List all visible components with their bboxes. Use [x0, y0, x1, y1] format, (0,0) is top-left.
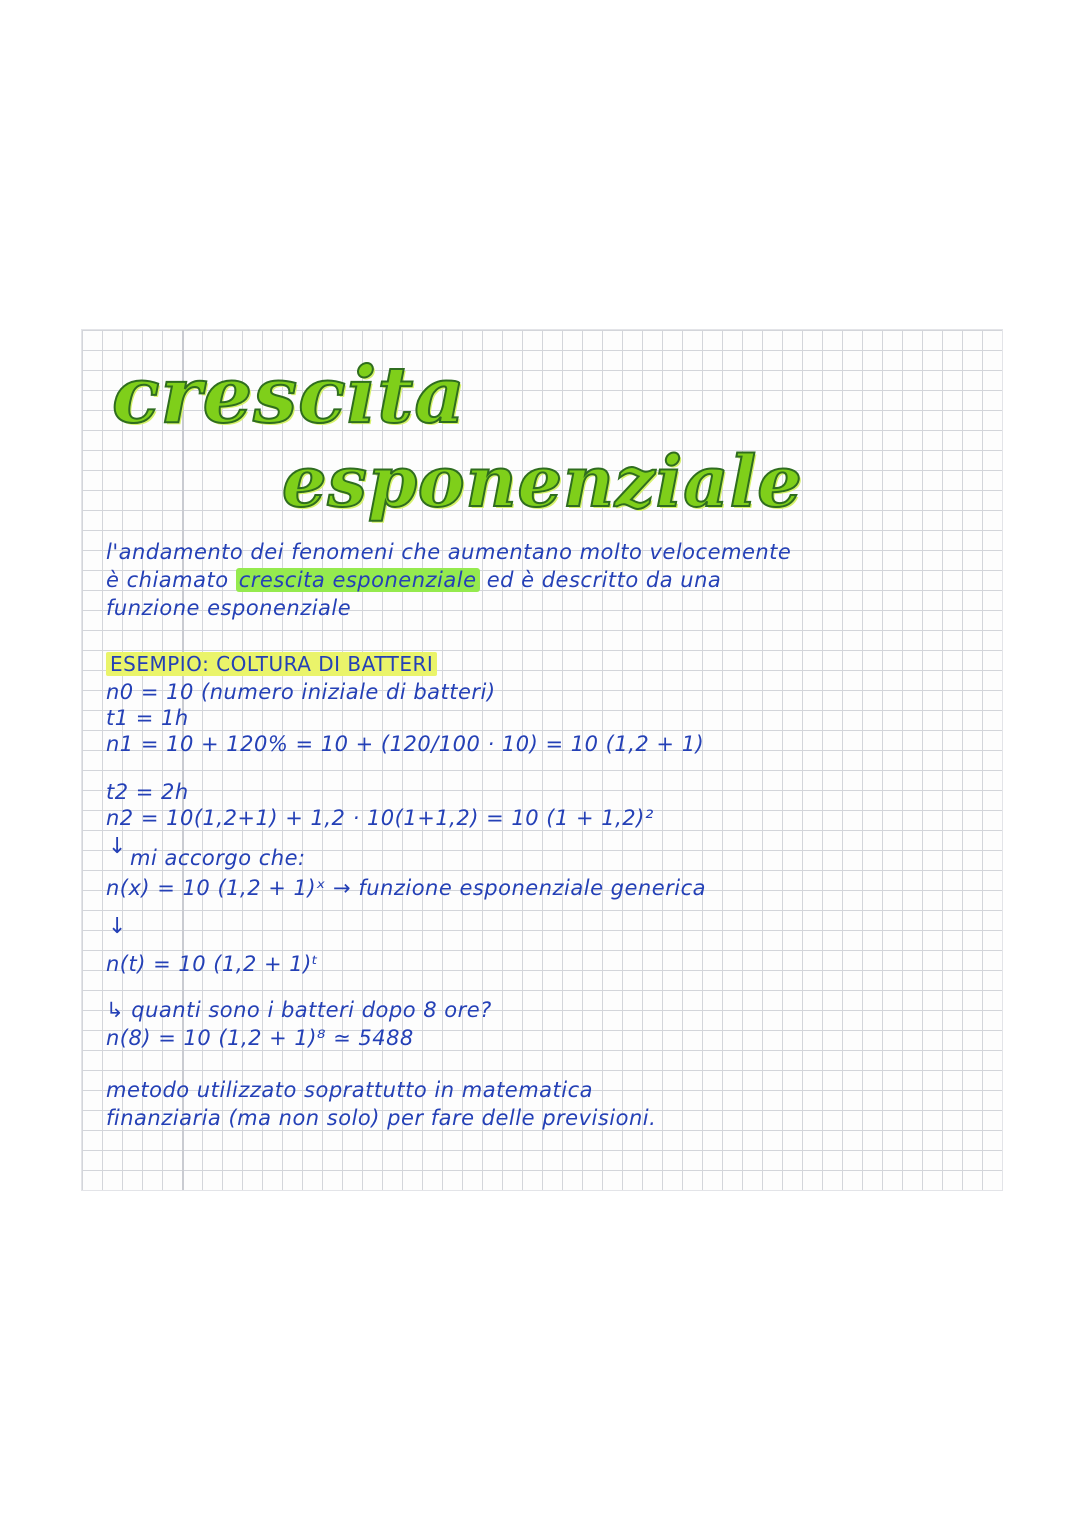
example-n0: n0 = 10 (numero iniziale di batteri) [106, 680, 496, 704]
intro-line-1: l'andamento dei fenomeni che aumentano molto velocemente [106, 540, 792, 564]
intro-line-3: funzione esponenziale [106, 596, 352, 620]
example-n2: n2 = 10(1,2+1) + 1,2 · 10(1+1,2) = 10 (1 + 1,2)² [106, 806, 654, 830]
down-arrow-icon-1: ↓ [108, 834, 127, 859]
title-line-1: crescita [112, 350, 466, 441]
intro-line-2-pre: è chiamato [106, 568, 236, 592]
example-n8: n(8) = 10 (1,2 + 1)⁸ ≃ 5488 [106, 1026, 414, 1050]
example-t1: t1 = 1h [106, 706, 189, 730]
margin-line [182, 330, 184, 1190]
example-nx: n(x) = 10 (1,2 + 1)ˣ → funzione esponenziale generica [106, 876, 707, 900]
intro-line-2-post: ed è descritto da una [479, 568, 722, 592]
example-question: ↳ quanti sono i batteri dopo 8 ore? [106, 998, 492, 1022]
example-n1: n1 = 10 + 120% = 10 + (120/100 · 10) = 10 (1,2 + 1) [106, 732, 705, 756]
example-t2: t2 = 2h [106, 780, 189, 804]
example-heading-text: ESEMPIO: COLTURA DI BATTERI [106, 652, 437, 676]
example-notice: mi accorgo che: [130, 846, 306, 870]
example-heading [106, 652, 437, 676]
down-arrow-icon-2: ↓ [108, 914, 127, 939]
conclusion-line-2: finanziaria (ma non solo) per fare delle previsioni. [106, 1106, 657, 1130]
example-nt: n(t) = 10 (1,2 + 1)ᵗ [106, 952, 319, 976]
grid-paper-sheet [82, 330, 1002, 1190]
title-line-2: esponenziale [282, 440, 803, 523]
intro-line-2 [106, 568, 721, 592]
conclusion-line-1: metodo utilizzato soprattutto in matematica [106, 1078, 594, 1102]
intro-highlight: crescita esponenziale [236, 568, 480, 592]
